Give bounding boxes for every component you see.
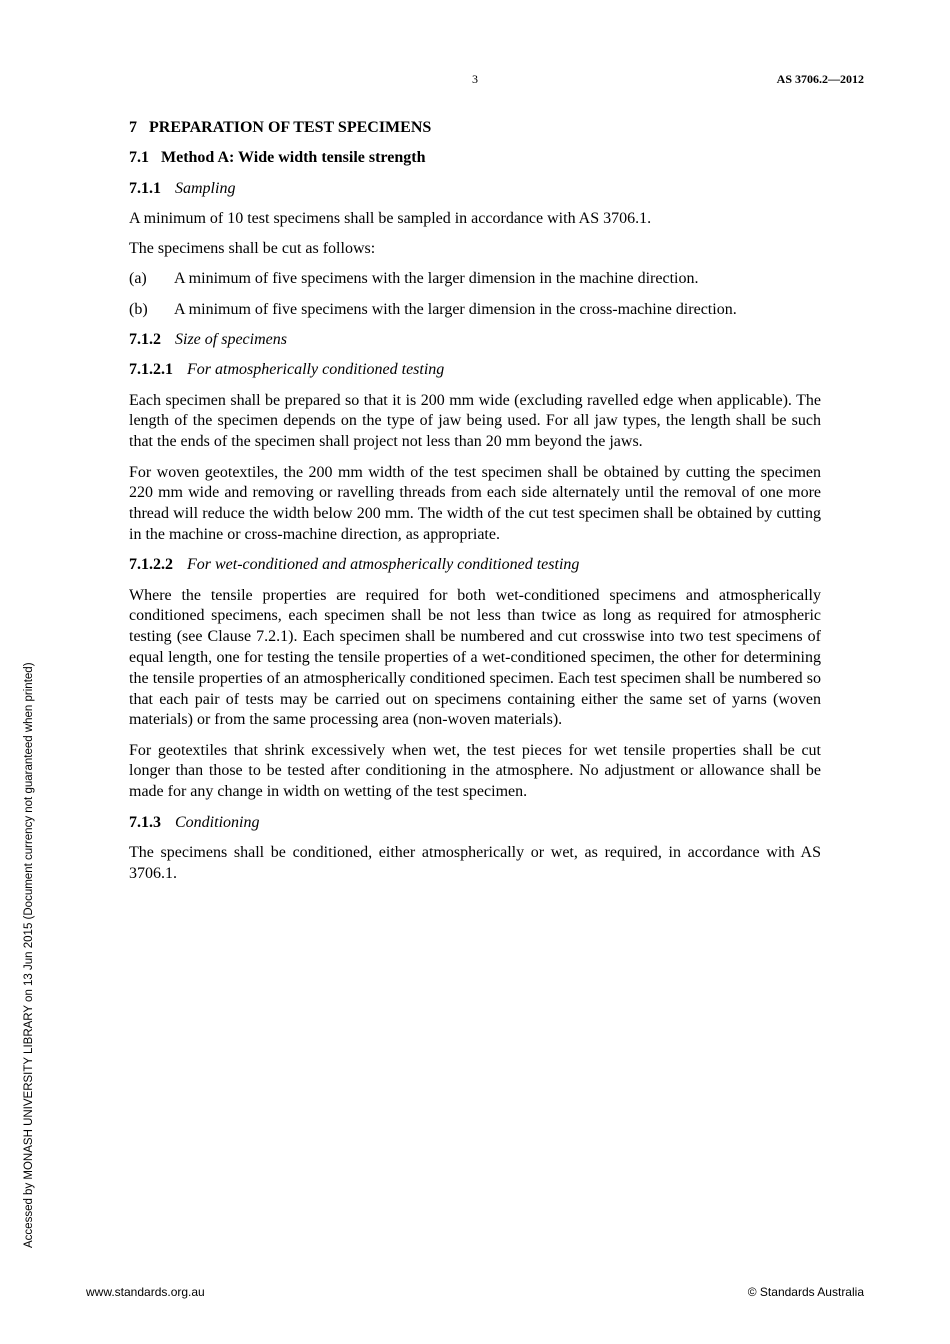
section-7-1-2-1-heading (129, 360, 821, 381)
footer-copyright: © Standards Australia (747, 1285, 864, 1299)
list-item-text: A minimum of five specimens with the larger dimension in the machine direction. (174, 270, 699, 288)
document-body (129, 118, 821, 894)
section-7-1-2-number: 7.1.2 (129, 331, 161, 349)
list-item (129, 269, 821, 290)
list-item (129, 300, 821, 321)
section-7-1-2-2-heading (129, 555, 821, 576)
section-7-1-2-2-number: 7.1.2.2 (129, 556, 173, 574)
paragraph: For woven geotextiles, the 200 mm width of the test specimen shall be obtained by cutting the specimen 220 mm wide and removing or ravelling threads from each side alternately until the removal of one more thread will reduce the width below 200 mm. The width of the cut test specimen shall be obtained by cutting in the machine or cross-machine direction, as appropriate. (129, 463, 821, 543)
access-watermark: Accessed by MONASH UNIVERSITY LIBRARY on 13 Jun 2015 (Document currency not guaranteed when printed) (23, 662, 35, 1248)
section-7-1-2-1-number: 7.1.2.1 (129, 361, 173, 379)
paragraph: A minimum of 10 test specimens shall be sampled in accordance with AS 3706.1. (129, 209, 652, 227)
section-7-heading: 7 PREPARATION OF TEST SPECIMENS (129, 119, 432, 136)
paragraph: The specimens shall be conditioned, either atmospherically or wet, as required, in accordance with AS 3706.1. (129, 843, 821, 882)
section-7-1-2-title: Size of specimens (175, 331, 287, 349)
list-item-label: (b) (129, 300, 148, 318)
paragraph: For geotextiles that shrink excessively when wet, the test pieces for wet tensile properties shall be cut longer than those to be tested after conditioning in the atmosphere. No adjustment or allowance shall be made for any change in width on wetting of the test specimen. (129, 741, 821, 801)
paragraph: Each specimen shall be prepared so that it is 200 mm wide (excluding ravelled edge when applicable). The length of the specimen depends on the type of jaw being used. For all jaw types, the length shall be such that the ends of the specimen shall project not less than 20 mm beyond the jaws. (129, 391, 821, 451)
section-7-1-1-number: 7.1.1 (129, 179, 161, 197)
list-item-label: (a) (129, 270, 147, 288)
section-7-1-1-heading (129, 179, 821, 200)
section-7-1-1-title: Sampling (175, 179, 236, 197)
paragraph: The specimens shall be cut as follows: (129, 240, 376, 258)
section-7-1-2-2-title: For wet-conditioned and atmospherically conditioned testing (187, 556, 580, 574)
list-item-text: A minimum of five specimens with the larger dimension in the cross-machine direction. (174, 300, 737, 318)
section-7-1-heading: 7.1 Method A: Wide width tensile strength (129, 149, 426, 167)
footer-website: www.standards.org.au (86, 1285, 205, 1299)
section-7-1-2-1-title: For atmospherically conditioned testing (187, 361, 445, 379)
section-7-1-3-heading (129, 813, 821, 834)
document-id: AS 3706.2—2012 (776, 72, 864, 86)
section-7-1-3-title: Conditioning (175, 813, 260, 831)
section-7-1-3-number: 7.1.3 (129, 813, 161, 831)
paragraph: Where the tensile properties are required for both wet-conditioned specimens and atmospherically conditioned specimens, each specimen shall be not less than twice as long as required for atmospheric testing (see Clause 7.2.1). Each specimen shall be numbered and cut crosswise into two test specimens of equal length, one for testing the tensile properties of a wet-conditioned specimen, the other for determining the tensile properties of an atmospherically conditioned specimen. Each test specimen shall be numbered so that each pair of tests may be carried out on specimens containing either the same set of yarns (woven materials) or from the same processing area (non-woven materials). (129, 586, 821, 729)
page-number: 3 (472, 72, 478, 86)
section-7-1-2-heading (129, 330, 821, 351)
